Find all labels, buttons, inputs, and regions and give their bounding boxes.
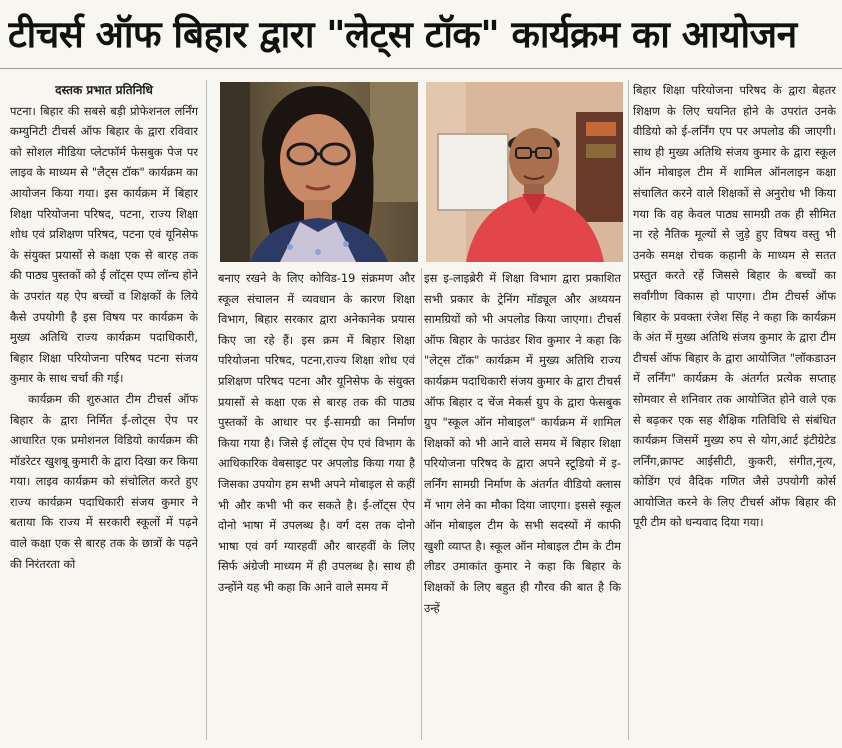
article-column-2 (218, 268, 415, 742)
column-divider (421, 268, 422, 740)
paragraph-4: इस इ-लाइब्रेरी में शिक्षा विभाग द्वारा प्रकाशित सभी प्रकार के ट्रेनिंग मॉड्यूल और अध्ययन सामग्रियों को भी अपलोड किया जाएगा। टीचर्स ऑफ बिहार के फाउंडर शिव कुमार ने कहा कि "लेट्स टॉक" कार्यक्रम में मुख्य अतिथि राज्य कार्यक्रम पदाधिकारी संजय कुमार के द्वारा टीचर्स ऑफ बिहार द चेंज मेकर्स ग्रुप के द्वारा फेसबुक ग्रुप "स्कूल ऑन मोबाइल" कार्यक्रम में शामिल शिक्षकों को भी आने वाले समय में बिहार शिक्षा परियोजना परिषद के द्वारा अपने स्टूडियो में इ-लर्निंग सामग्री निर्माण के अंतर्गत वीडियो क्लास में भाग लेने का मौका दिया जाएगा। इससे स्कूल ऑन मोबाइल टीम के सभी सदस्यों में काफी खुशी व्याप्त है। स्कूल ऑन मोबाइल टीम के टीम लीडर उमाकांत कुमार ने कहा कि बिहार के शिक्षकों के लिए बहुत ही गौरव की बात है कि उन्हें (424, 271, 621, 615)
column-divider (628, 80, 629, 740)
headline-rule (0, 68, 842, 69)
photo-moderator (220, 82, 418, 262)
headline: टीचर्स ऑफ बिहार द्वारा "लेट्स टॉक" कार्यक्रम का आयोजन (8, 13, 797, 56)
paragraph-1: पटना। बिहार की सबसे बड़ी प्रोफेशनल लर्निंग कम्युनिटी टीचर्स ऑफ बिहार के द्वारा रविवार को सोशल मीडिया प्लेटफॉर्म फेसबुक पेज पर लाइव के माध्यम से "लैट्स टॉक" कार्यक्रम का आयोजन किया गया। इस कार्यक्रम में बिहार शिक्षा परियोजना परिषद, पटना, राज्य शिक्षा शोध एवं प्रशिक्षण परिषद, पटना एवं यूनिसेफ के संयुक्त प्रयासों से कक्षा एक से बारह तक की पाठ्य पुस्तकों को ई लॉट्स एप्प लॉन्च होने के उपरांत यह ऐप बच्चों व शिक्षकों के लिये कैसे उपयोगी है इस विषय पर कार्यक्रम के मुख्य अतिथि राज्य कार्यक्रम पदाधिकारी, बिहार शिक्षा परियोजना परिषद पटना संजय कुमार के साथ चर्चा की गई। (10, 103, 198, 386)
article-column-3 (424, 268, 621, 742)
photo-chief-guest (426, 82, 623, 262)
paragraph-2: कार्यक्रम की शुरुआत टीम टीचर्स ऑफ बिहार के द्वारा निर्मित ई-लोट्स ऐप पर आधारित एक प्रमोशनल विडियो कार्यक्रम की मॉडरेटर खुशबू कुमारी के द्वारा दिखा कर किया गया। लाइव कार्यक्रम को संचोलित करते हुए राज्य कार्यक्रम पदाधिकारी संजय कुमार ने बताया कि राज्य में सरकारी स्कूलों में पढ़ने वाले कक्षा एक से बारह तक के छात्रों के पढ़ने की निरंतरता को (10, 391, 198, 571)
paragraph-5: बिहार शिक्षा परियोजना परिषद के द्वारा बेहतर शिक्षण के लिए चयनित होने के उपरांत उनके वीडियो को ई-लर्निंग एप पर अपलोड की जाएगी। साथ ही मुख्य अतिथि संजय कुमार के द्वारा स्कूल ऑन मोबाइल टीम में शामिल ऑनलाइन कक्षा संचालित करने वाले शिक्षकों से अनुरोध भी किया गया कि वह केवल पाठ्य सामग्री तक ही सीमित ना रहे नैतिक मूल्यों से जुड़े हुए विषय वस्तु भी उनके समक्ष रोचक कहानी के माध्यम से सतत प्रस्तुत करते रहें जिससे बिहार के बच्चों का सर्वांगीण विकास हो पाएगा। टीम टीचर्स ऑफ बिहार के प्रवक्ता रंजेश सिंह ने कहा कि कार्यक्रम के अंत में मुख्य अतिथि संजय कुमार के द्वारा टीम टीचर्स ऑफ बिहार के द्वारा आयोजित "लॉकडाउन में लर्निंग" कार्यक्रम के अंतर्गत प्रत्येक सप्ताह सोमवार से शनिवार तक आयोजित होने वाले एक से बढ़कर एक सह शैक्षिक गतिविधि से संबंधित कार्यक्रम जिसमें मुख्य रुप से योग,आर्ट इंटीग्रेटेड लर्निंग,क्राफ्ट आईसीटी, कुकरी, संगीत,नृत्य, कोडिंग एवं वैदिक गणित जैसे उपयोगी कोर्स आयोजित करने के लिए टीचर्स ऑफ बिहार की पूरी टीम को धन्यवाद दिया गया। (633, 83, 836, 530)
paragraph-3: बनाए रखने के लिए कोविड-19 संक्रमण और स्कूल संचालन में व्यवधान के कारण शिक्षा विभाग, बिहार सरकार द्वारा अनेकानेक प्रयास किए जा रहे हैं। इस क्रम में बिहार शिक्षा परियोजना परिषद, पटना,राज्य शिक्षा शोध एवं प्रशिक्षण परिषद पटना और यूनिसेफ के संयुक्त प्रयासों से कक्षा एक से बारह तक की पाठ्य पुस्तकों के आधार पर ई-सामग्री का निर्माण किया गया है। जिसे ई लॉट्स ऐप एवं विभाग के आधिकारिक वेबसाइट पर अपलोड किया गया है जिसका उपयोग हम सभी अपने मोबाइल से कहीं भी और कभी भी कर सकते है। ई-लॉट्स ऐप दोनो भाषा में उपलब्ध है। वर्ग दस तक दोनो भाषा एवं वर्ग ग्यारहवीं और बारहवीं के लिए सिर्फ अंग्रेजी माध्यम में ही उपलब्ध है। साथ ही उन्होंने यह भी कहा कि आने वाले समय में (218, 271, 415, 594)
moderator-photo-image (220, 82, 418, 262)
article-column-1 (10, 80, 198, 742)
column-divider (206, 80, 207, 740)
chief-guest-photo-image (426, 82, 623, 262)
byline: दस्तक प्रभात प्रतिनिधि (55, 83, 153, 97)
article-column-4 (633, 80, 836, 742)
